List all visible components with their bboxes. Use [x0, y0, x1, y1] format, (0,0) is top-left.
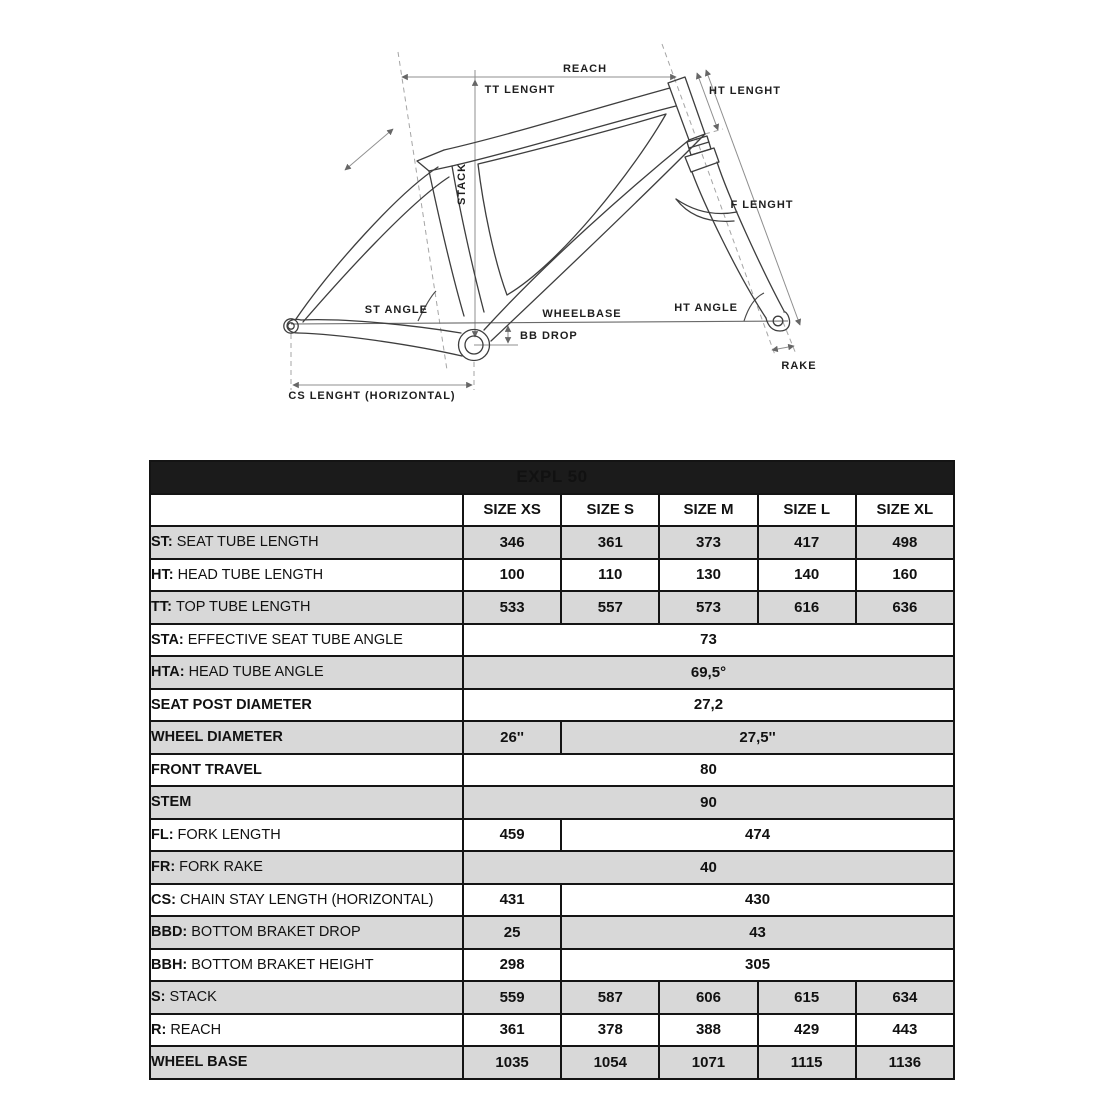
row-prefix: FR:: [151, 859, 176, 876]
spec-value: 1035: [463, 1046, 561, 1079]
row-label: HEAD TUBE ANGLE: [188, 664, 324, 681]
seat-stay-upper-edge: [296, 167, 438, 319]
row-prefix: FRONT TRAVEL: [151, 761, 262, 778]
table-title: EXPL 50: [150, 461, 954, 494]
spec-row: [150, 721, 954, 754]
seatpost-dimension-line: [345, 129, 393, 170]
spec-row: [150, 591, 954, 624]
row-label: SEAT TUBE LENGTH: [176, 534, 319, 551]
spec-value: 557: [561, 591, 659, 624]
row-prefix: S:: [151, 989, 166, 1006]
row-label: BOTTOM BRAKET DROP: [191, 924, 361, 941]
spec-value: 587: [561, 981, 659, 1014]
spec-value: 431: [463, 884, 561, 917]
row-label: CHAIN STAY LENGTH (HORIZONTAL): [179, 891, 434, 908]
spec-value: 43: [561, 916, 954, 949]
diagram-labels: [288, 63, 816, 402]
size-column-header: SIZE XL: [856, 494, 954, 527]
reach-label: REACH: [562, 63, 608, 75]
spec-value: 1071: [659, 1046, 757, 1079]
spec-row: [150, 884, 954, 917]
spec-value: 346: [463, 526, 561, 559]
chain-stay-upper-edge: [301, 320, 461, 333]
spec-value: 373: [659, 526, 757, 559]
row-prefix: TT:: [151, 599, 172, 616]
spec-value: 25: [463, 916, 561, 949]
spec-row: [150, 949, 954, 982]
spec-value: 616: [758, 591, 856, 624]
spec-value: 26'': [463, 721, 561, 754]
rake-dimension-line: [772, 346, 794, 350]
frame-outline: [284, 77, 705, 361]
row-label: EFFECTIVE SEAT TUBE ANGLE: [187, 631, 403, 648]
row-label: TOP TUBE LENGTH: [175, 599, 311, 616]
spec-row: [150, 1014, 954, 1047]
spec-value: 498: [856, 526, 954, 559]
spec-value: 27,2: [463, 689, 954, 722]
row-label: REACH: [170, 1021, 222, 1038]
row-prefix: BBH:: [151, 956, 188, 973]
top-tube-upper-edge: [444, 88, 670, 150]
bb-drop-label: BB DROP: [520, 330, 578, 342]
spec-value: 615: [758, 981, 856, 1014]
cs-length-label: CS LENGHT (HORIZONTAL): [288, 390, 456, 402]
seat-cluster: [417, 150, 452, 171]
head-tube: [668, 77, 705, 140]
size-column-header: SIZE M: [659, 494, 757, 527]
spec-value: 305: [561, 949, 954, 982]
spec-value: 474: [561, 819, 954, 852]
spec-value: 140: [758, 559, 856, 592]
down-tube-upper-edge: [484, 140, 689, 330]
spec-value: 573: [659, 591, 757, 624]
tt-length-label: TT LENGHT: [484, 84, 556, 96]
row-prefix: WHEEL BASE: [151, 1054, 248, 1071]
spec-value: 298: [463, 949, 561, 982]
spec-row: [150, 656, 954, 689]
spec-row: [150, 526, 954, 559]
spec-row: [150, 819, 954, 852]
spec-value: 559: [463, 981, 561, 1014]
f-length-label: F LENGHT: [730, 199, 794, 211]
spec-value: 110: [561, 559, 659, 592]
spec-value: 429: [758, 1014, 856, 1047]
table-title-row: [150, 461, 954, 494]
st-angle-label: ST ANGLE: [364, 304, 428, 316]
row-prefix: ST:: [151, 534, 173, 551]
spec-value: 361: [463, 1014, 561, 1047]
spec-value: 160: [856, 559, 954, 592]
seat-axis-dashed-line: [398, 52, 447, 370]
top-tube-lower-edge: [452, 106, 676, 166]
ht-length-label: HT LENGHT: [709, 85, 781, 97]
ht-extension-dash: [705, 129, 723, 134]
ht-angle-label: HT ANGLE: [674, 302, 738, 314]
row-prefix: STEM: [151, 794, 192, 811]
spec-value: 388: [659, 1014, 757, 1047]
row-label: STACK: [169, 989, 217, 1006]
size-column-header: SIZE S: [561, 494, 659, 527]
spec-value: 100: [463, 559, 561, 592]
spec-value: 40: [463, 851, 954, 884]
bike-geometry-diagram: [0, 0, 1100, 450]
main-triangle-inner-outline: [478, 114, 666, 295]
fork-leg-right-edge: [717, 162, 784, 311]
spec-value: 634: [856, 981, 954, 1014]
row-label: FORK LENGTH: [177, 826, 281, 843]
spec-value: 459: [463, 819, 561, 852]
geometry-table: [149, 460, 955, 1080]
spec-value: 533: [463, 591, 561, 624]
size-header-row: [150, 494, 954, 527]
corner-cell: [150, 494, 463, 527]
row-prefix: R:: [151, 1021, 167, 1038]
spec-row: [150, 624, 954, 657]
stack-label: STACK: [456, 162, 468, 206]
spec-value: 636: [856, 591, 954, 624]
spec-value: 378: [561, 1014, 659, 1047]
row-prefix: HT:: [151, 566, 174, 583]
spec-value: 27,5'': [561, 721, 954, 754]
row-prefix: STA:: [151, 631, 184, 648]
spec-row: [150, 916, 954, 949]
spec-row: [150, 754, 954, 787]
chain-stay-lower-edge: [298, 333, 462, 356]
rake-offset-dashed-line: [783, 322, 796, 354]
spec-value: 606: [659, 981, 757, 1014]
row-label: HEAD TUBE LENGTH: [177, 566, 324, 583]
spec-row: [150, 981, 954, 1014]
wheelbase-label: WHEELBASE: [542, 308, 622, 320]
spec-row: [150, 1046, 954, 1079]
row-prefix: CS:: [151, 891, 176, 908]
spec-value: 130: [659, 559, 757, 592]
row-label: FORK RAKE: [179, 859, 263, 876]
size-column-header: SIZE XS: [463, 494, 561, 527]
spec-value: 361: [561, 526, 659, 559]
size-column-header: SIZE L: [758, 494, 856, 527]
spec-value: 80: [463, 754, 954, 787]
seat-stay-lower-edge: [303, 177, 449, 322]
row-prefix: SEAT POST DIAMETER: [151, 696, 312, 713]
spec-row: [150, 851, 954, 884]
spec-row: [150, 786, 954, 819]
spec-value: 417: [758, 526, 856, 559]
rake-label: RAKE: [781, 360, 817, 372]
row-prefix: HTA:: [151, 664, 185, 681]
spec-value: 69,5°: [463, 656, 954, 689]
spec-value: 1115: [758, 1046, 856, 1079]
row-prefix: FL:: [151, 826, 174, 843]
spec-row: [150, 559, 954, 592]
spec-value: 430: [561, 884, 954, 917]
spec-value: 1054: [561, 1046, 659, 1079]
row-prefix: WHEEL DIAMETER: [151, 729, 283, 746]
spec-value: 1136: [856, 1046, 954, 1079]
spec-value: 90: [463, 786, 954, 819]
spec-value: 443: [856, 1014, 954, 1047]
spec-row: [150, 689, 954, 722]
row-label: BOTTOM BRAKET HEIGHT: [191, 956, 374, 973]
spec-value: 73: [463, 624, 954, 657]
row-prefix: BBD:: [151, 924, 188, 941]
fork-length-dimension-line: [706, 70, 800, 325]
